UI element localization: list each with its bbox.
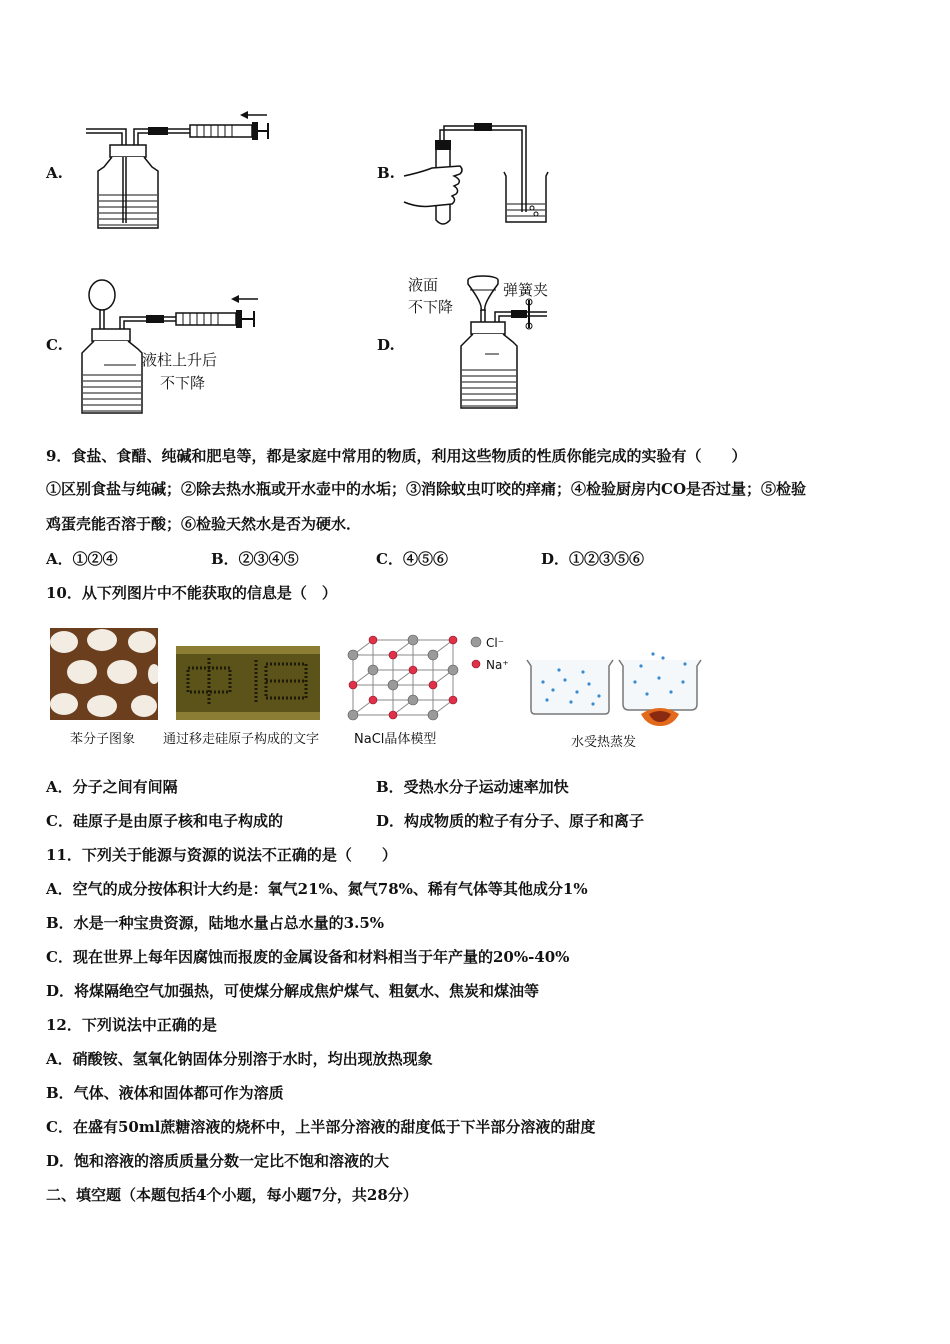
section-heading-fill-in: 二、填空题（本题包括4个小题，每小题7分，共28分） <box>46 1186 418 1204</box>
q9-option-d: D．①②③⑤⑥ <box>541 550 645 568</box>
q10-option-d: D．构成物质的粒子有分子、原子和离子 <box>376 812 645 830</box>
q9-option-b: B．②③④⑤ <box>211 550 299 568</box>
q8-diagram-b-hand-test-tube <box>402 112 572 232</box>
q8-d-annotation-left-line1: 液面 <box>408 276 439 294</box>
q9-option-c: C．④⑤⑥ <box>376 550 448 568</box>
q12-option-d: D．饱和溶液的溶质质量分数一定比不饱和溶液的大 <box>46 1152 390 1170</box>
q10-option-c: C．硅原子是由原子核和电子构成的 <box>46 812 283 830</box>
q9-items-line1: ①区别食盐与纯碱；②除去热水瓶或开水壶中的水垢；③消除蚊虫叮咬的痒痛；④检验厨房内CO是否过量；⑤检验 <box>46 480 807 498</box>
q11-option-b: B．水是一种宝贵资源，陆地水量占总水量的3.5% <box>46 914 385 932</box>
q11-option-d: D．将煤隔绝空气加强热，可使煤分解成焦炉煤气、粗氨水、焦炭和煤油等 <box>46 982 540 1000</box>
q9-stem: 9．食盐、食醋、纯碱和肥皂等，都是家庭中常用的物质，利用这些物质的性质你能完成的实验有（ ） <box>46 447 747 465</box>
q11-stem: 11．下列关于能源与资源的说法不正确的是（ ） <box>46 846 397 864</box>
q12-option-c: C．在盛有50ml蔗糖溶液的烧杯中，上半部分溶液的甜度低于下半部分溶液的甜度 <box>46 1118 596 1136</box>
q8-option-d-label: D. <box>377 336 395 354</box>
q11-option-a: A．空气的成分按体积计大约是：氧气21%、氮气78%、稀有气体等其他成分1% <box>46 880 588 898</box>
q12-option-a: A．硝酸铵、氢氧化钠固体分别溶于水时，均出现放热现象 <box>46 1050 433 1068</box>
q12-option-b: B．气体、液体和固体都可作为溶质 <box>46 1084 284 1102</box>
caption-benzene: 苯分子图象 <box>70 732 136 747</box>
q8-d-annotation-left-line2: 不下降 <box>408 298 454 316</box>
q9-option-a: A．①②④ <box>46 550 118 568</box>
q8-option-a-label: A. <box>46 164 63 182</box>
q9-items-line2: 鸡蛋壳能否溶于酸；⑥检验天然水是否为硬水． <box>46 515 362 533</box>
nacl-legend-na: Na⁺ <box>486 658 509 672</box>
q10-option-b: B．受热水分子运动速率加快 <box>376 778 569 796</box>
q8-option-c-label: C. <box>46 336 63 354</box>
q8-c-annotation-line1: 液柱上升后 <box>142 351 218 369</box>
q11-option-c: C．现在世界上每年因腐蚀而报废的金属设备和材料相当于年产量的20%-40% <box>46 948 570 966</box>
nacl-legend-markers <box>470 636 482 670</box>
q10-stem: 10．从下列图片中不能获取的信息是（ ） <box>46 584 337 602</box>
q8-diagram-a-bottle-syringe <box>82 105 282 235</box>
nacl-crystal-model-image <box>343 625 473 725</box>
q8-d-annotation-right: 弹簧夹 <box>503 281 549 299</box>
q8-c-annotation-line2: 不下降 <box>160 374 206 392</box>
caption-silicon: 通过移走硅原子构成的文字 <box>163 732 320 747</box>
q8-diagram-c-funnel-syringe <box>76 273 286 418</box>
q12-stem: 12．下列说法中正确的是 <box>46 1016 217 1034</box>
q10-option-a: A．分子之间有间隔 <box>46 778 178 796</box>
caption-water: 水受热蒸发 <box>571 735 637 750</box>
nacl-legend-cl: Cl⁻ <box>486 636 505 650</box>
water-evaporation-image <box>523 652 705 726</box>
benzene-molecule-image <box>50 628 158 720</box>
silicon-atoms-characters-image <box>176 646 320 720</box>
q8-option-b-label: B. <box>377 164 395 182</box>
caption-nacl: NaCl晶体模型 <box>354 732 437 747</box>
